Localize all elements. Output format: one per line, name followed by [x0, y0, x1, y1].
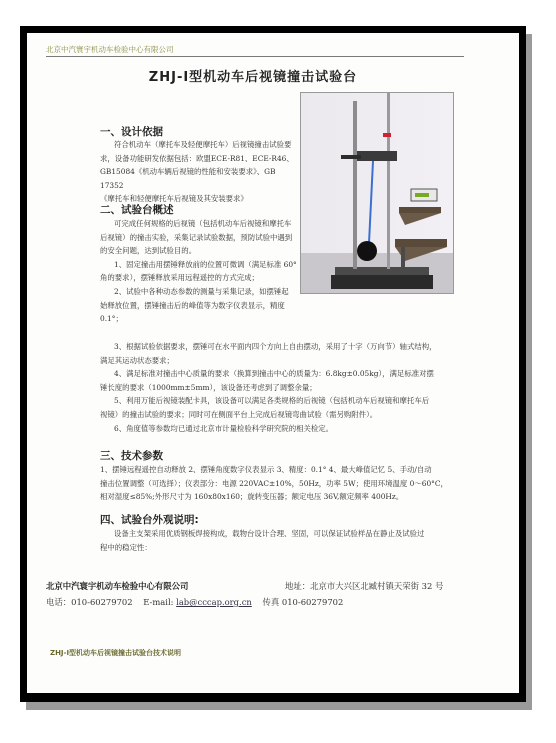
- section-2-body-left: [100, 217, 300, 326]
- section-2-line: 的安全问题，达到试验目的。: [100, 246, 197, 256]
- section-2-line: 可完成任何规格的后视镜（包括机动车后视镜和摩托车: [114, 219, 292, 228]
- section-2-line: 1、固定撞击用摆锤释放前的位置可微调（满足标准 60°: [114, 259, 297, 269]
- section-1-body: [100, 138, 300, 206]
- section-3-body: [100, 463, 490, 504]
- section-2-heading: 二、试验台概述: [100, 204, 174, 216]
- section-2-line: 4、满足标准对撞击中心质量的要求（换算到撞击中心的质量为：6.8kg±0.05kg），满足标准对摆: [114, 369, 434, 379]
- section-1-line: 求，设备功能研发依据包括：欧盟ECE-R81、ECE-R46、: [100, 153, 294, 163]
- footer-org: 北京中汽寰宇机动车检验中心有限公司: [46, 581, 189, 591]
- section-2-line: 2、试验中各种动态参数的测量与采集记录，如摆锤起: [114, 286, 289, 296]
- header-rule: [46, 56, 464, 57]
- header-org: 北京中汽寰宇机动车检验中心有限公司: [46, 45, 174, 54]
- section-3-heading: 三、技术参数: [100, 450, 163, 462]
- section-4-body: [100, 527, 490, 554]
- section-2-line: 锤长度的要求（1000mm±5mm），该设备还考虑到了调整余量；: [100, 382, 317, 392]
- section-1-line: 《摩托车和轻便摩托车后视镜及其安装要求》: [100, 194, 248, 204]
- test-rig-image: [301, 93, 453, 293]
- section-1-line: GB15084《机动车辆后视镜的性能和安装要求》、GB 17352: [100, 167, 276, 190]
- bottom-caption: ZHJ-Ⅰ型机动车后视镜撞击试验台技术说明: [50, 649, 182, 657]
- section-2-line: 满足其运动状态要求；: [100, 355, 174, 365]
- footer-fax: 传真 010-60279702: [262, 597, 344, 607]
- section-2-line: 后视镜）的撞击实验，采集记录试验数据，预防试验中遇到: [100, 232, 293, 242]
- footer-address: 地址：北京市大兴区北臧村镇天荣街 32 号: [285, 581, 444, 591]
- section-2-line: 视镜）的撞击试验的要求；同时可在侧面平台上完成后视镜弯曲试验（需另购附件）。: [100, 409, 378, 419]
- footer-email-link[interactable]: lab@cccap.org.cn: [176, 597, 252, 607]
- section-2-line: 角的要求），摆锤释放采用远程遥控的方式完成；: [100, 273, 259, 283]
- footer-email-label: E-mail:: [143, 597, 174, 607]
- section-3-line: 1、摆锤远程遥控自动释放 2、摆锤角度数字仪表显示 3、精度：0.1° 4、最大峰值记忆 5、手动/自动: [100, 465, 432, 474]
- section-2-line: 6、角度值等参数均已通过北京市计量检验科学研究院的相关检定。: [114, 423, 334, 433]
- section-3-line: 撞击位置调整（可选择）；仪表部分：电源 220VAC±10%，50Hz，功率 5W；使用环境温度 0～60°C，: [100, 478, 448, 488]
- section-4-heading: 四、试验台外观说明:: [100, 514, 199, 526]
- section-1-line: 符合机动车（摩托车及轻便摩托车）后视镜撞击试验要: [114, 140, 292, 149]
- section-2-line: 始释放位置，摆锤撞击后的峰值等为数字仪表显示，精度: [100, 300, 285, 310]
- section-3-line: 相对湿度≤85%;外形尺寸为 160x80x160；旋转变压器；额定电压 36V,额定频率 400Hz。: [100, 492, 404, 502]
- section-2-body-wide: [100, 340, 490, 435]
- apparatus-photo: [300, 92, 454, 294]
- section-4-line: 设备主支架采用优质钢板焊接构成，载物台设计合理、坚固，可以保证试验样品在静止及试验过: [114, 529, 425, 538]
- section-2-line: 5、利用万能后视镜装配卡具，该设备可以满足各类规格的后视镜（包括机动车后视镜和摩托车后: [114, 396, 430, 406]
- footer-contact: [46, 596, 343, 608]
- document-title: ZHJ-Ⅰ型机动车后视镜撞击试验台: [148, 70, 358, 85]
- section-4-line: 程中的稳定性：: [100, 542, 152, 552]
- footer-tel: 电话：010-60279702: [46, 597, 133, 607]
- section-2-line: 0.1°；: [100, 314, 123, 324]
- section-1-heading: 一、设计依据: [100, 126, 163, 138]
- section-2-line: 3、根据试验依据要求，摆锤可在水平面内四个方向上自由摆动，采用了十字（万向节）轴式结构，: [114, 342, 437, 351]
